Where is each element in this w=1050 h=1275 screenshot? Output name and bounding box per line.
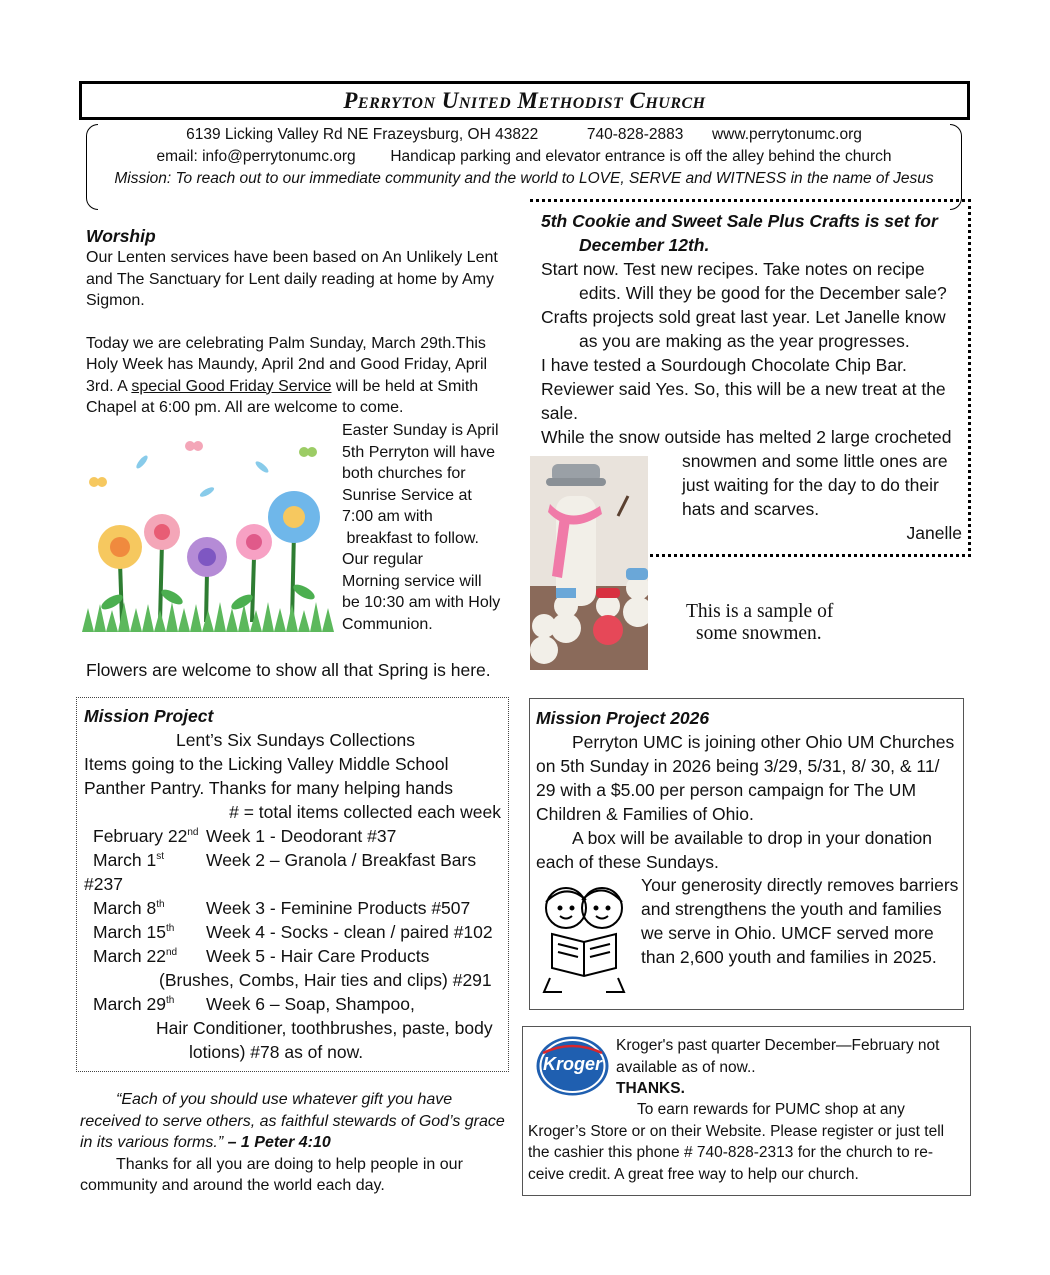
mission-heading: Mission Project — [84, 706, 214, 726]
kroger-status: Kroger's past quarter December—February not available as of now.. THANKS. — [616, 1037, 940, 1097]
signature: Janelle — [906, 523, 962, 543]
week-row: February 22nd Week 1 - Deodorant #37 — [93, 826, 397, 846]
snowmen-caption: This is a sample of some snowmen. — [686, 601, 834, 644]
scripture-quote — [80, 1089, 508, 1197]
good-friday-link: special Good Friday Service — [131, 377, 332, 395]
left-brace — [86, 124, 98, 210]
kroger-logo-text: Kroger — [542, 1054, 602, 1074]
collections-subtitle: Lent’s Six Sundays Collections — [176, 730, 415, 750]
worship-para2: Today we are celebrating Palm Sunday, March 29th.This Holy Week has Maundy, April 2nd and Good Friday, April 3rd. A special Good Friday Service will be held at Smith Chapel at 6:00 pm. All are welcome to come. — [86, 334, 488, 416]
website-link[interactable]: www.perrytonumc.org — [711, 126, 862, 143]
snowmen-wrap-text: snowmen and some little ones are just waiting for the day to do their hats and scarves. Janelle — [682, 451, 962, 543]
right-brace — [950, 124, 962, 210]
church-title: Perryton United Methodist Church — [343, 87, 706, 113]
thanks-note: Thanks for all you are doing to help people in our community and around the world each day. — [80, 1155, 463, 1194]
legend-note: # = total items collected each week — [229, 802, 501, 822]
spring-flowers-illustration — [82, 432, 334, 636]
email[interactable]: email: info@perrytonumc.org — [156, 148, 356, 165]
contact-info — [86, 124, 962, 210]
week-row: March 22nd Week 5 - Hair Care Products — [93, 946, 430, 966]
email-line — [86, 146, 962, 168]
quote-text: “Each of you should use whatever gift you have received to serve others, as faithful stewards of God’s grace in its various forms.” — [80, 1091, 505, 1151]
quote-reference: – 1 Peter 4:10 — [223, 1134, 331, 1151]
title-box — [79, 81, 970, 120]
parking-note: Handicap parking and elevator entrance is off the alley behind the church — [390, 148, 892, 165]
generosity-text: Your generosity directly removes barriers and strengthens the youth and families we serve in Ohio. UMCF served more than 2,600 youth and families in 2025. — [641, 875, 959, 967]
easter-text: Easter Sunday is April 5th Perryton will have both churches for Sunrise Service at 7:00 am with breakfast to follow. Our regular Morning service will be 10:30 am with Holy Communion. — [342, 422, 501, 633]
address: 6139 Licking Valley Rd NE Frazeysburg, OH 43822 — [186, 126, 539, 143]
worship-para1: Our Lenten services have been based on An Unlikely Lent and The Sanctuary for Lent daily reading at home by Amy Sigmon. — [86, 249, 498, 309]
week-row: March 15th Week 4 - Socks - clean / paired #102 — [93, 922, 493, 942]
worship-heading: Worship — [86, 226, 156, 246]
mission-2026-heading: Mission Project 2026 — [536, 708, 710, 728]
cookie-heading-2: December 12th. — [579, 235, 710, 255]
kroger-rewards: To earn rewards for PUMC shop at any Kroger’s Store or on their Website. Please register or just tell the cashier this phone # 740-828-2313 for the church to re-ceive credit. A great free way to help our church. — [528, 1101, 945, 1183]
mission-statement: Mission: To reach out to our immediate community and the world to LOVE, SERVE and WITNESS in the name of Jesus — [114, 170, 934, 187]
week-row: March 29th Week 6 – Soap, Shampoo, — [93, 994, 415, 1014]
mission-project-text: Mission Project Lent’s Six Sundays Collections Items going to the Licking Valley Middle School Panther Pantry. Thanks for many helping hands # = total items collected each week February 22nd Week 1 - Deodorant #37 March 1st Week 2 – Granola / Breakfast Bars #237 March 8th Week 3 - Feminine Products #507 March 15th Week 4 - Socks - clean / paired #102 March 22nd Week 5 - Hair Care Products (Brushes, Combs, Hair ties and clips) #291 March 29th Week 6 – Soap, Shampoo, Hair Conditioner, toothbrushes, paste, body lotions) #78 as of now. — [84, 704, 506, 1064]
week-row: March 8th Week 3 - Feminine Products #507 — [93, 898, 471, 918]
flowers-note: Flowers are welcome to show all that Spring is here. — [86, 660, 491, 680]
cookie-sale-text: 5th Cookie and Sweet Sale Plus Crafts is set for December 12th. Start now. Test new recipes. Take notes on recipe edits. Will they be good for the December sale? Crafts projects sold great last year. Let Janelle know as you are making as the year progresses. I have tested a Sourdough Chocolate Chip Bar. Reviewer said Yes. So, this will be a new treat at the sale. While the snow outside has melted 2 large crocheted — [541, 209, 966, 449]
mission-2026-text: Mission Project 2026 Perryton UMC is joining other Ohio UM Churches on 5th Sunday in 2026 being 3/29, 5/31, 8/ 30, & 11/ 29 with a $5.00 per person campaign for The UM Children & Families of Ohio. A box will be available to drop in your donation each of these Sundays. — [536, 706, 958, 874]
phone: 740-828-2883 — [586, 126, 684, 143]
worship-section — [86, 225, 498, 419]
week-row: March 1st Week 2 – Granola / Breakfast Bars — [93, 850, 477, 870]
cookie-heading-1: 5th Cookie and Sweet Sale Plus Crafts is set for — [541, 211, 938, 231]
children-reading-clipart — [536, 878, 632, 996]
crocheted-snowmen-photo — [530, 456, 648, 670]
address-line — [86, 124, 962, 146]
